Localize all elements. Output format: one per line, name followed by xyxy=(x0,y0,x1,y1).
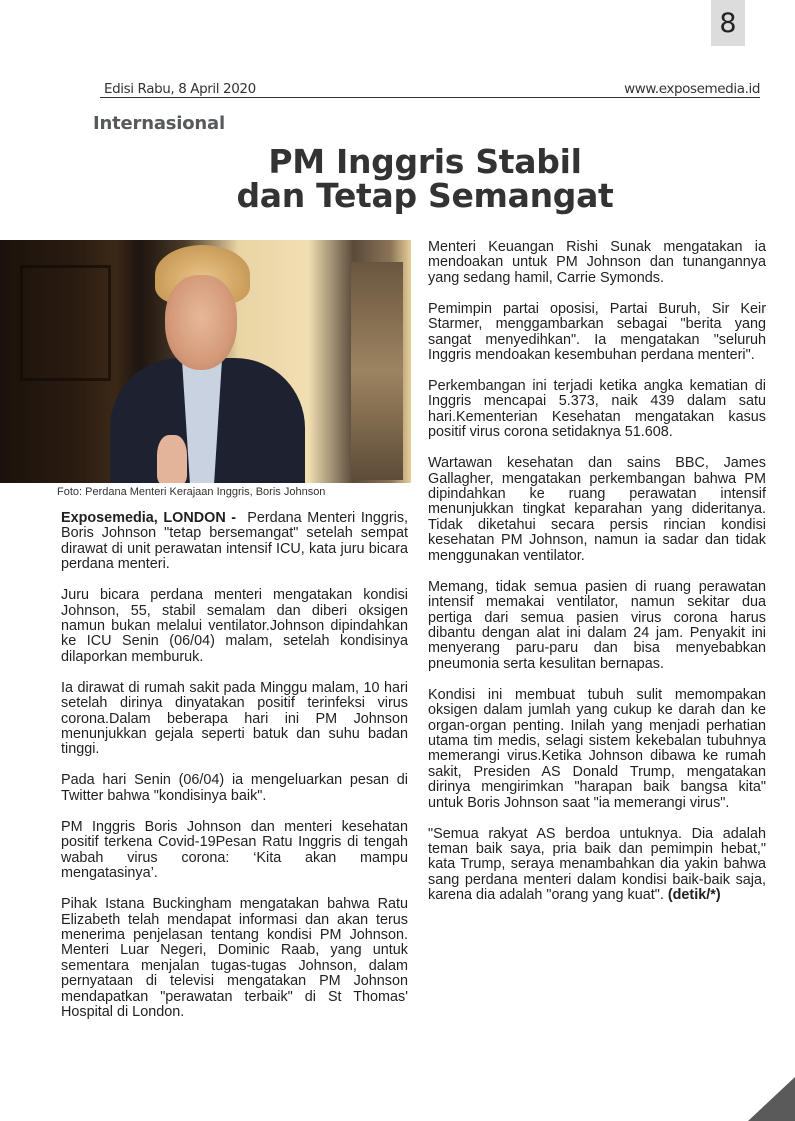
edition-date: Edisi Rabu, 8 April 2020 xyxy=(104,81,256,97)
photo-caption: Foto: Perdana Menteri Kerajaan Inggris, Boris Johnson xyxy=(57,486,326,498)
website-url: www.exposemedia.id xyxy=(624,81,760,97)
paragraph: PM Inggris Boris Johnson dan menteri kesehatan positif terkena Covid-19Pesan Ratu Inggris di tengah wabah virus corona: ‘Kita akan mampu mengatasinya’. xyxy=(61,818,408,882)
paragraph: Ia dirawat di rumah sakit pada Minggu malam, 10 hari setelah dirinya dinyatakan positif terinfeksi virus corona.Dalam beberapa hari ini PM Johnson menunjukkan gejala seperti batuk dan suhu badan tinggi. xyxy=(61,679,408,758)
page-number: 8 xyxy=(711,0,745,46)
headline-line-1: PM Inggris Stabil xyxy=(268,142,582,181)
paragraph xyxy=(61,511,408,573)
paragraph-text: Perdana Menteri Inggris, Boris Johnson "tetap bersemangat" setelah sempat dirawat di unit perawatan intensif ICU, kata juru bicara perdana menteri. xyxy=(61,510,409,573)
article-photo xyxy=(0,240,411,483)
paragraph xyxy=(428,827,766,904)
headline-line-2: dan Tetap Semangat xyxy=(236,176,614,215)
article-column-right xyxy=(428,240,766,919)
photo-face xyxy=(165,275,237,370)
photo-picture-frame xyxy=(351,262,403,480)
paragraph: Pihak Istana Buckingham mengatakan bahwa Ratu Elizabeth telah mendapat informasi dan akan terus menerima penjelasan tentang kondisi PM Johnson. Menteri Luar Negeri, Dominic Raab, yang untuk sementara menjalan tugas-tugas Johnson, dalam pernyataan di televisi mengatakan PM Johnson mendapatkan "perawatan terbaik" di St Thomas' Hospital di London. xyxy=(61,896,408,1020)
photo-door-panel xyxy=(20,265,111,381)
paragraph: Perkembangan ini terjadi ketika angka kematian di Inggris mencapai 5.373, naik 439 dalam satu hari.Kementerian Kesehatan mengatakan kasus positif virus corona setidaknya 51.608. xyxy=(428,378,766,441)
paragraph: Pemimpin partai oposisi, Partai Buruh, Sir Keir Starmer, menggambarkan sebagai "berita yang sangat menyedihkan". Ia mengatakan "seluruh Inggris mendoakan kesembuhan perdana menteri". xyxy=(428,300,766,364)
photo-hand xyxy=(157,435,187,483)
article-column-left xyxy=(61,511,408,1036)
section-label: Internasional xyxy=(93,113,225,134)
headline xyxy=(190,142,660,215)
paragraph-text: "Semua rakyat AS berdoa untuknya. Dia adalah teman baik saya, pria baik dan pemimpin hebat," kata Trump, seraya menambahkan dia yakin bahwa sang perdana menteri dalam kondisi baik-baik saja, karena dia adalah "orang yang kuat". xyxy=(428,825,766,904)
paragraph: Kondisi ini membuat tubuh sulit memompakan oksigen dalam jumlah yang cukup ke darah dan ke organ-organ penting. Inilah yang menjadi perhatian utama tim medis, selagi sistem kekebalan tubuhnya memerangi virus.Ketika Johnson dibawa ke rumah sakit, Presiden AS Donald Trump, mengatakan dirinya mengirimkan "harapan baik bangsa kita" untuk Boris Johnson saat "ia memerangi virus". xyxy=(428,686,766,811)
paragraph: Juru bicara perdana menteri mengatakan kondisi Johnson, 55, stabil semalam dan diberi oksigen namun bukan melalui ventilator.Johnson dipindahkan ke ICU Senin (06/04) malam, setelah kondisinya dilaporkan memburuk. xyxy=(61,587,408,665)
paragraph: Memang, tidak semua pasien di ruang perawatan intensif memakai ventilator, namun sekitar dua pertiga dari semua pasien virus corona harus dibantu dengan alat ini dalam 24 jam. Penyakit ini menyerang paru-paru dan bisa menyebabkan pneumonia serta kesulitan bernapas. xyxy=(428,578,766,672)
page-corner-triangle xyxy=(748,1077,795,1121)
paragraph: Menteri Keuangan Rishi Sunak mengatakan ia mendoakan untuk PM Johnson dan tunangannya yang sedang hamil, Carrie Symonds. xyxy=(428,239,766,286)
dateline: Exposemedia, LONDON - xyxy=(61,510,237,526)
paragraph: Wartawan kesehatan dan sains BBC, James Gallagher, mengatakan perkembangan bahwa PM dipindahkan ke ruang perawatan intensif menunjukkan tingkat keparahan yang dideritanya. Tidak diketahui secara persis rincian kondisi kesehatan PM Johnson, namun ia sadar dan tidak menggunakan ventilator. xyxy=(428,455,766,564)
page-header xyxy=(100,78,760,98)
paragraph: Pada hari Senin (06/04) ia mengeluarkan pesan di Twitter bahwa "kondisinya baik". xyxy=(61,772,408,804)
source-credit: (detik/*) xyxy=(667,887,721,904)
